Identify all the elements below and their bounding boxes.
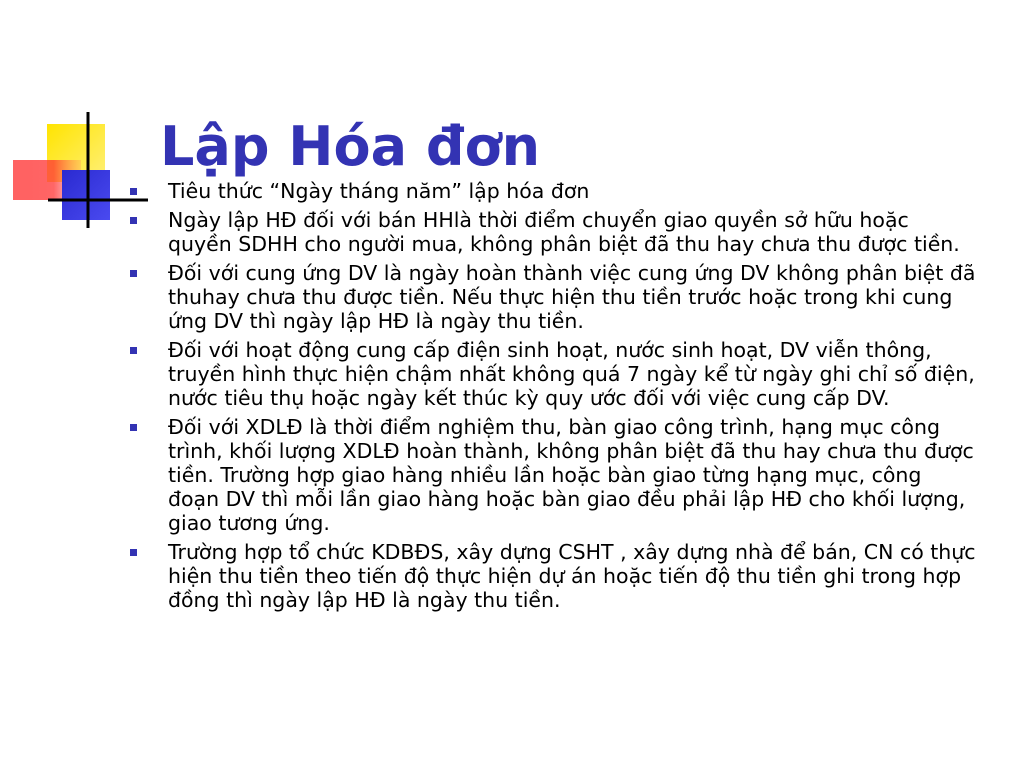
- slide-title: Lập Hóa đơn: [160, 115, 541, 178]
- list-item: [128, 261, 978, 333]
- square-bullet-icon: [130, 217, 137, 224]
- square-bullet-icon: [130, 270, 137, 277]
- square-bullet-icon: [130, 347, 137, 354]
- list-item: [128, 415, 978, 535]
- list-item: [128, 338, 978, 410]
- bullet-list: [128, 179, 978, 617]
- square-bullet-icon: [130, 188, 137, 195]
- list-item: [128, 540, 978, 612]
- list-item-text: Đối với hoạt động cung cấp điện sinh hoạt, nước sinh hoạt, DV viễn thông, truyền hình thực hiện chậm nhất không quá 7 ngày kể từ ngày ghi chỉ số điện, nước tiêu thụ hoặc ngày kết thúc kỳ quy ước đối với việc cung cấp DV.: [168, 338, 975, 410]
- list-item: [128, 179, 978, 203]
- square-bullet-icon: [130, 549, 137, 556]
- list-item-text: Trường hợp tổ chức KDBĐS, xây dựng CSHT , xây dựng nhà để bán, CN có thực hiện thu tiền theo tiến độ thực hiện dự án hoặc tiến độ thu tiền ghi trong hợp đồng thì ngày lập HĐ là ngày thu tiền.: [168, 540, 976, 612]
- list-item-text: Đối với XDLĐ là thời điểm nghiệm thu, bàn giao công trình, hạng mục công trình, khối lượng XDLĐ hoàn thành, không phân biệt đã thu hay chưa thu được tiền. Trường hợp giao hàng nhiều lần hoặc bàn giao từng hạng mục, công đoạn DV thì mỗi lần giao hàng hoặc bàn giao đều phải lập HĐ cho khối lượng, giao tương ứng.: [168, 415, 974, 535]
- list-item-text: Đối với cung ứng DV là ngày hoàn thành việc cung ứng DV không phân biệt đã thuhay chưa thu được tiền. Nếu thực hiện thu tiền trước hoặc trong khi cung ứng DV thì ngày lập HĐ là ngày thu tiền.: [168, 261, 976, 333]
- list-item-text: Tiêu thức “Ngày tháng năm” lập hóa đơn: [168, 179, 590, 203]
- square-bullet-icon: [130, 424, 137, 431]
- list-item: [128, 208, 978, 256]
- list-item-text: Ngày lập HĐ đối với bán HHlà thời điểm chuyển giao quyền sở hữu hoặc quyền SDHH cho người mua, không phân biệt đã thu hay chưa thu được tiền.: [168, 208, 960, 256]
- blue-square: [62, 170, 110, 220]
